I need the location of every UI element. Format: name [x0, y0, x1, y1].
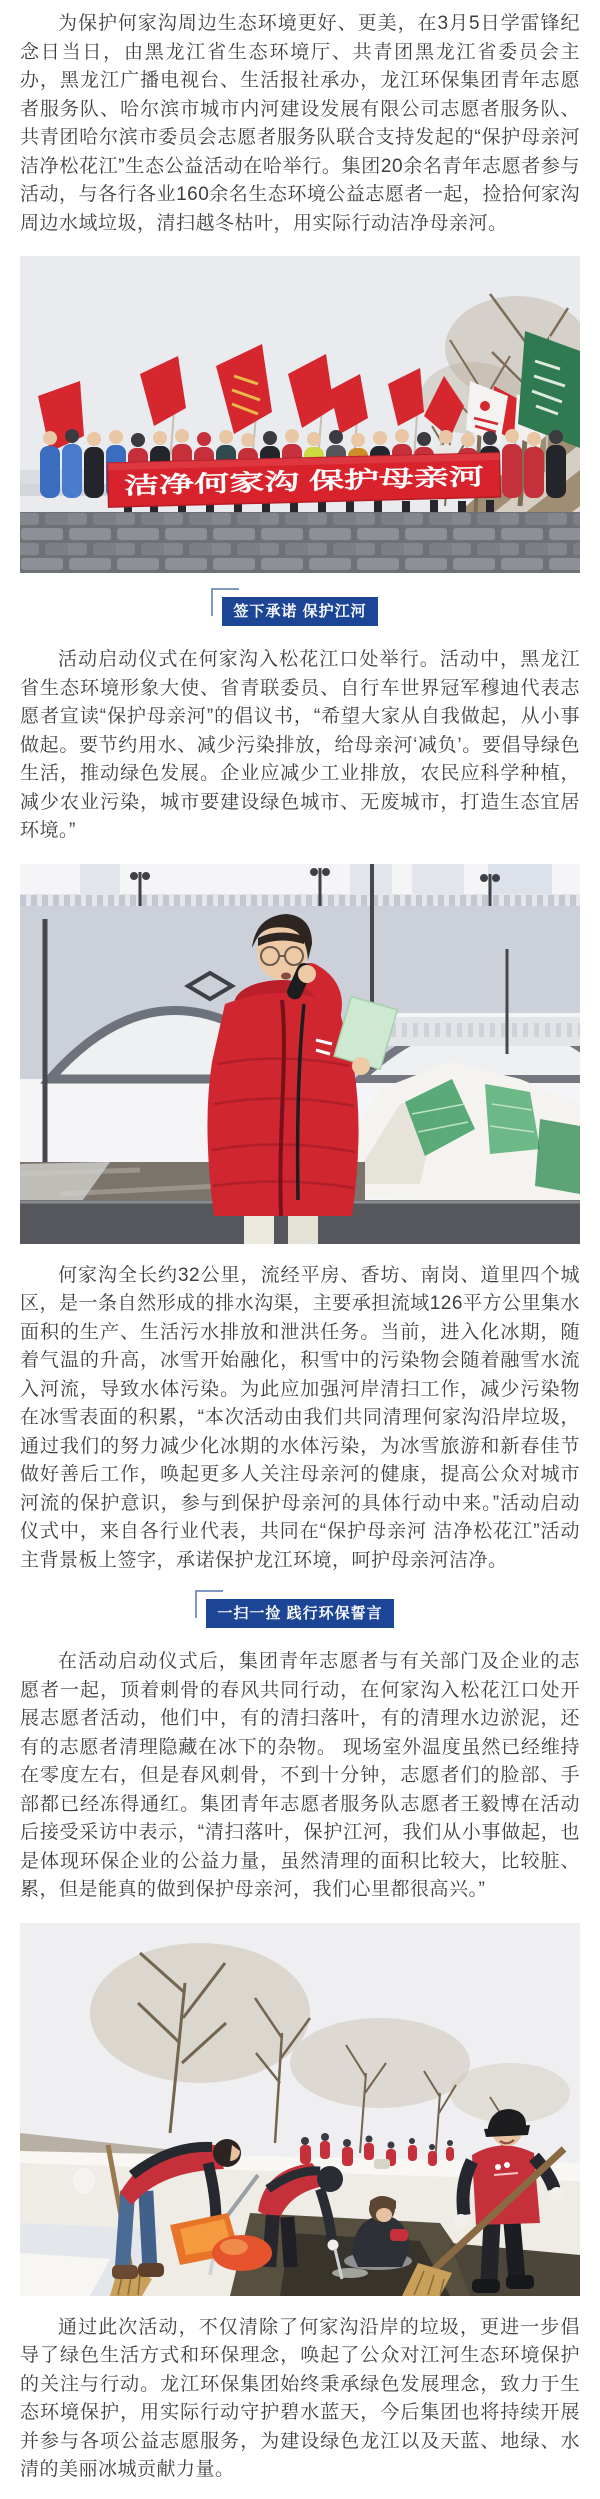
- volunteer-action-paragraph: 在活动启动仪式后，集团青年志愿者与有关部门及企业的志愿者一起，顶着刺骨的春风共同行动，在何家沟入松花江口处开展志愿者活动，他们中，有的清扫落叶，有的清理水边淤泥，还有的志愿者清理隐藏在冰下的杂物。 现场室外温度虽然已经维持在零度左右，但是春风刺骨，不到十分钟，志愿者们的脸部、手部都已经冻得通红。集团青年志愿者服务队志愿者王毅博在活动后接受采访中表示，“清扫落叶，保护江河，我们从小事做起，也是体现环保企业的公益力量，虽然清理的面积比较大，比较脏、累，但是能真的做到保护母亲河，我们心里都很高兴。”: [20, 1651, 580, 1900]
- cleanup-photo[interactable]: [20, 1923, 580, 2296]
- intro-paragraph: 为保护何家沟周边生态环境更好、更美，在3月5日学雷锋纪念日当日，由黑龙江省生态环境厅、共青团黑龙江省委员会主办，黑龙江广播电视台、生活报社承办，龙江环保集团青年志愿者服务队、哈尔滨市城市内河建设发展有限公司志愿者服务队、共青团哈尔滨市委员会志愿者服务队联合支持发起的“保护母亲河 洁净松花江”生态公益活动在哈举行。集团20余名青年志愿者参与活动，与各行各业160余名生态环境公益志愿者一起，捡拾何家沟周边水域垃圾，清扫越冬枯叶，用实际行动洁净母亲河。: [20, 13, 580, 234]
- river-info-paragraph: 何家沟全长约32公里，流经平房、香坊、南岗、道里四个城区，是一条自然形成的排水沟渠，主要承担流域126平方公里集水面积的生产、生活污水排放和泄洪任务。当前，进入化冰期，随着气温的升高，冰雪开始融化，积雪中的污染物会随着融雪水流入河流，导致水体污染。为此应加强河岸清扫工作，减少污染物在冰雪表面的积累，“本次活动由我们共同清理何家沟沿岸垃圾，通过我们的努力减少化冰期的水体污染，为冰雪旅游和新春佳节做好善后工作，唤起更多人关注母亲河的健康，提高公众对城市河流的保护意识，参与到保护母亲河的具体行动中来。”活动启动仪式中，来自各行业代表，共同在“保护母亲河 洁净松花江”活动主背景板上签字，承诺保护龙江环境，呵护母亲河洁净。: [20, 1264, 580, 1571]
- red-banner: [107, 453, 500, 507]
- closing-paragraph: 通过此次活动，不仅清除了何家沟沿岸的垃圾，更进一步倡导了绿色生活方式和环保理念，唤起了公众对江河生态环境保护的关注与行动。龙江环保集团始终秉承绿色发展理念，致力于生态环境保护，用实际行动守护碧水蓝天，今后集团也将持续开展并参与各项公益志愿服务，为建设绿色龙江以及天蓝、地绿、水清的美丽冰城贡献力量。: [20, 2316, 580, 2480]
- section-title: 一扫一捡 践行环保誓言: [217, 1605, 383, 1622]
- cobblestone-ground: [20, 512, 580, 573]
- corner-bracket-icon: [195, 1590, 223, 1618]
- corner-bracket-icon: [211, 588, 239, 616]
- section-title-box: [222, 597, 377, 626]
- speech-photo[interactable]: [20, 864, 580, 1244]
- ceremony-paragraph: 活动启动仪式在何家沟入松花江口处举行。活动中，黑龙江省生态环境形象大使、省青联委员、自行车世界冠军穆迪代表志愿者宣读“保护母亲河”的倡议书，“希望大家从自我做起，从小事做起。要节约用水、减少污染排放，给母亲河‘减负’。要倡导绿色生活，推动绿色发展。企业应减少工业排放，农民应科学种植，减少农业污染，城市要建设绿色城市、无废城市，打造生态宜居环境。”: [20, 649, 580, 841]
- section-title: 签下承诺 保护江河: [233, 603, 367, 620]
- section-header-sign-pledge: [20, 597, 580, 626]
- group-photo[interactable]: [20, 256, 580, 573]
- banner-slogan-text: 洁净何家沟 保护母亲河: [123, 466, 361, 499]
- section-header-cleanup: [20, 1599, 580, 1628]
- section-title-box: [206, 1599, 393, 1628]
